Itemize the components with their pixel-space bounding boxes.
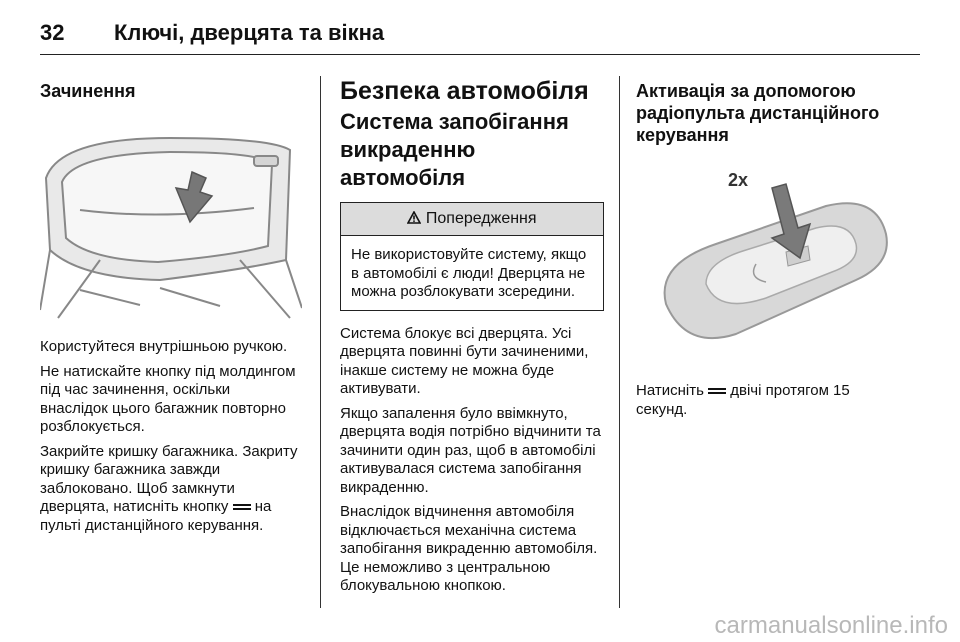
double-bar-lock-icon (708, 386, 726, 396)
warning-header (341, 203, 603, 236)
column-closing (40, 76, 302, 541)
paragraph-button-warning: Не натискайте кнопку під молдингом під час зачинення, оскільки внаслідок цього багажник повторно розблокується. (40, 362, 296, 435)
column-divider-left (320, 76, 321, 608)
press-text: Натисніть (636, 382, 704, 399)
remote-key-drawing (636, 154, 900, 364)
paragraph-close-tailgate (40, 443, 302, 536)
column-remote-activation (636, 76, 904, 425)
tailgate-illustration (40, 110, 302, 320)
main-heading: Безпека автомобіля (340, 77, 589, 105)
column-vehicle-security (340, 76, 604, 602)
closing-heading: Зачинення (40, 81, 136, 101)
remote-key-illustration (636, 154, 900, 364)
warning-text: Не використовуйте систему, якщо в автомобілі є люди! Дверцята не можна розблокувати зсередини. (351, 246, 587, 300)
warning-triangle-icon (407, 211, 421, 224)
page-number: 32 (40, 20, 65, 45)
remote-activation-heading: Активація за допомогою радіопульта дистанційного керування (636, 81, 880, 145)
watermark: carmanualsonline.info (714, 612, 948, 639)
close-tailgate-text: Закрийте кришку багажника. Закриту кришку багажника завжди заблоковано. Щоб замкнути дверцята, натисніть кнопку (40, 442, 298, 515)
warning-title: Попередження (425, 210, 537, 227)
tailgate-drawing (40, 110, 302, 320)
press-twice-text: двічі протягом 15 секунд. (636, 382, 850, 418)
paragraph-system-locks: Система блокує всі дверцята. Усі дверцята повинні бути зачиненими, інакше систему не можна буде активувати. (340, 324, 589, 397)
double-bar-lock-icon (233, 502, 251, 512)
paragraph-ignition: Якщо запалення було ввімкнуто, дверцята водія потрібно відчинити та зачинити один раз, щоб в автомобілі активувалася система запобігання викраденню. (340, 404, 601, 496)
warning-box (340, 202, 604, 311)
page-header (40, 14, 920, 55)
paragraph-inner-handle: Користуйтеся внутрішньою ручкою. (40, 338, 288, 355)
column-divider-right (619, 76, 620, 608)
close-tailgate-text-end: на пульті дистанційного керування. (40, 498, 272, 534)
chapter-title: Ключі, дверцята та вікна (114, 20, 385, 45)
press-count-label: 2x (728, 170, 749, 190)
anti-theft-heading: Система запобігання викраденню автомобіля (340, 109, 569, 190)
paragraph-press-twice (636, 382, 904, 419)
paragraph-unlocking: Внаслідок відчинення автомобіля відключається механічна система запобігання викраденню автомобіля. Це неможливо з центральною блокувальною кнопкою. (340, 503, 598, 594)
